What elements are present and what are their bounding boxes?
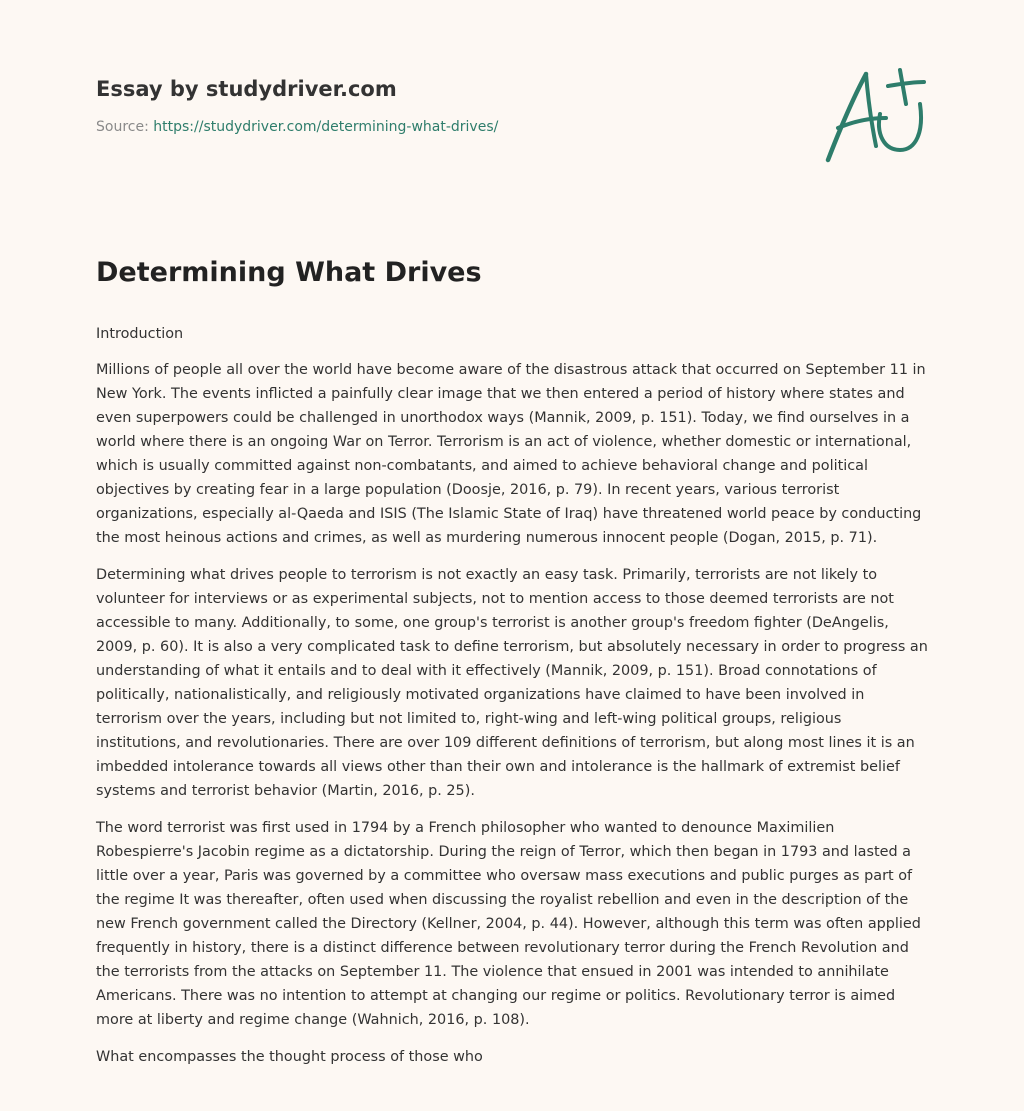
source-line bbox=[96, 117, 796, 137]
source-link[interactable]: https://studydriver.com/determining-what-drives/ bbox=[153, 119, 499, 135]
a-plus-logo-icon bbox=[816, 64, 932, 168]
source-label: Source: bbox=[96, 119, 154, 135]
paragraph-2: Determining what drives people to terrorism is not exactly an easy task. Primarily, terrorists are not likely to volunteer for interviews or as experimental subjects, not to mention access to those deemed terrorists are not accessible to many. Additionally, to some, one group's terrorist is another group's freedom fighter (DeAngelis, 2009, p. 60). It is also a very complicated task to define terrorism, but absolutely necessary in order to progress an understanding of what it entails and to deal with it effectively (Mannik, 2009, p. 151). Broad connotations of politically, nationalistically, and religiously motivated organizations have claimed to have been involved in terrorism over the years, including but not limited to, right-wing and left-wing political groups, religious institutions, and revolutionaries. There are over 109 different definitions of terrorism, but along most lines it is an imbedded intolerance towards all views other than their own and intolerance is the hallmark of extremist belief systems and terrorist behavior (Martin, 2016, p. 25). bbox=[96, 567, 928, 799]
page-header bbox=[96, 74, 796, 137]
paragraph-1: Millions of people all over the world have become aware of the disastrous attack that occurred on September 11 in New York. The events inflicted a painfully clear image that we then entered a period of history where states and even superpowers could be challenged in unorthodox ways (Mannik, 2009, p. 151). Today, we find ourselves in a world where there is an ongoing War on Terror. Terrorism is an act of violence, whether domestic or international, which is usually committed against non-combatants, and aimed to achieve behavioral change and political objectives by creating fear in a large population (Doosje, 2016, p. 79). In recent years, various terrorist organizations, especially al-Qaeda and ISIS (The Islamic State of Iraq) have threatened world peace by conducting the most heinous actions and crimes, as well as murdering numerous innocent people (Dogan, 2015, p. 71). bbox=[96, 362, 926, 546]
site-title: Essay by studydriver.com bbox=[96, 77, 397, 101]
essay-content bbox=[96, 252, 928, 1082]
paragraph-4: What encompasses the thought process of those who bbox=[96, 1049, 483, 1065]
section-heading-introduction: Introduction bbox=[96, 326, 184, 342]
essay-title: Determining What Drives bbox=[96, 257, 482, 288]
paragraph-3: The word terrorist was first used in 1794 by a French philosopher who wanted to denounce Maximilien Robespierre's Jacobin regime as a dictatorship. During the reign of Terror, which then began in 1793 and lasted a little over a year, Paris was governed by a committee who oversaw mass executions and public purges as part of the regime It was thereafter, often used when discussing the royalist rebellion and even in the description of the new French government called the Directory (Kellner, 2004, p. 44). However, although this term was often applied frequently in history, there is a distinct difference between revolutionary terror during the French Revolution and the terrorists from the attacks on September 11. The violence that ensued in 2001 was intended to annihilate Americans. There was no intention to attempt at changing our regime or politics. Revolutionary terror is aimed more at liberty and regime change (Wahnich, 2016, p. 108). bbox=[96, 820, 921, 1028]
